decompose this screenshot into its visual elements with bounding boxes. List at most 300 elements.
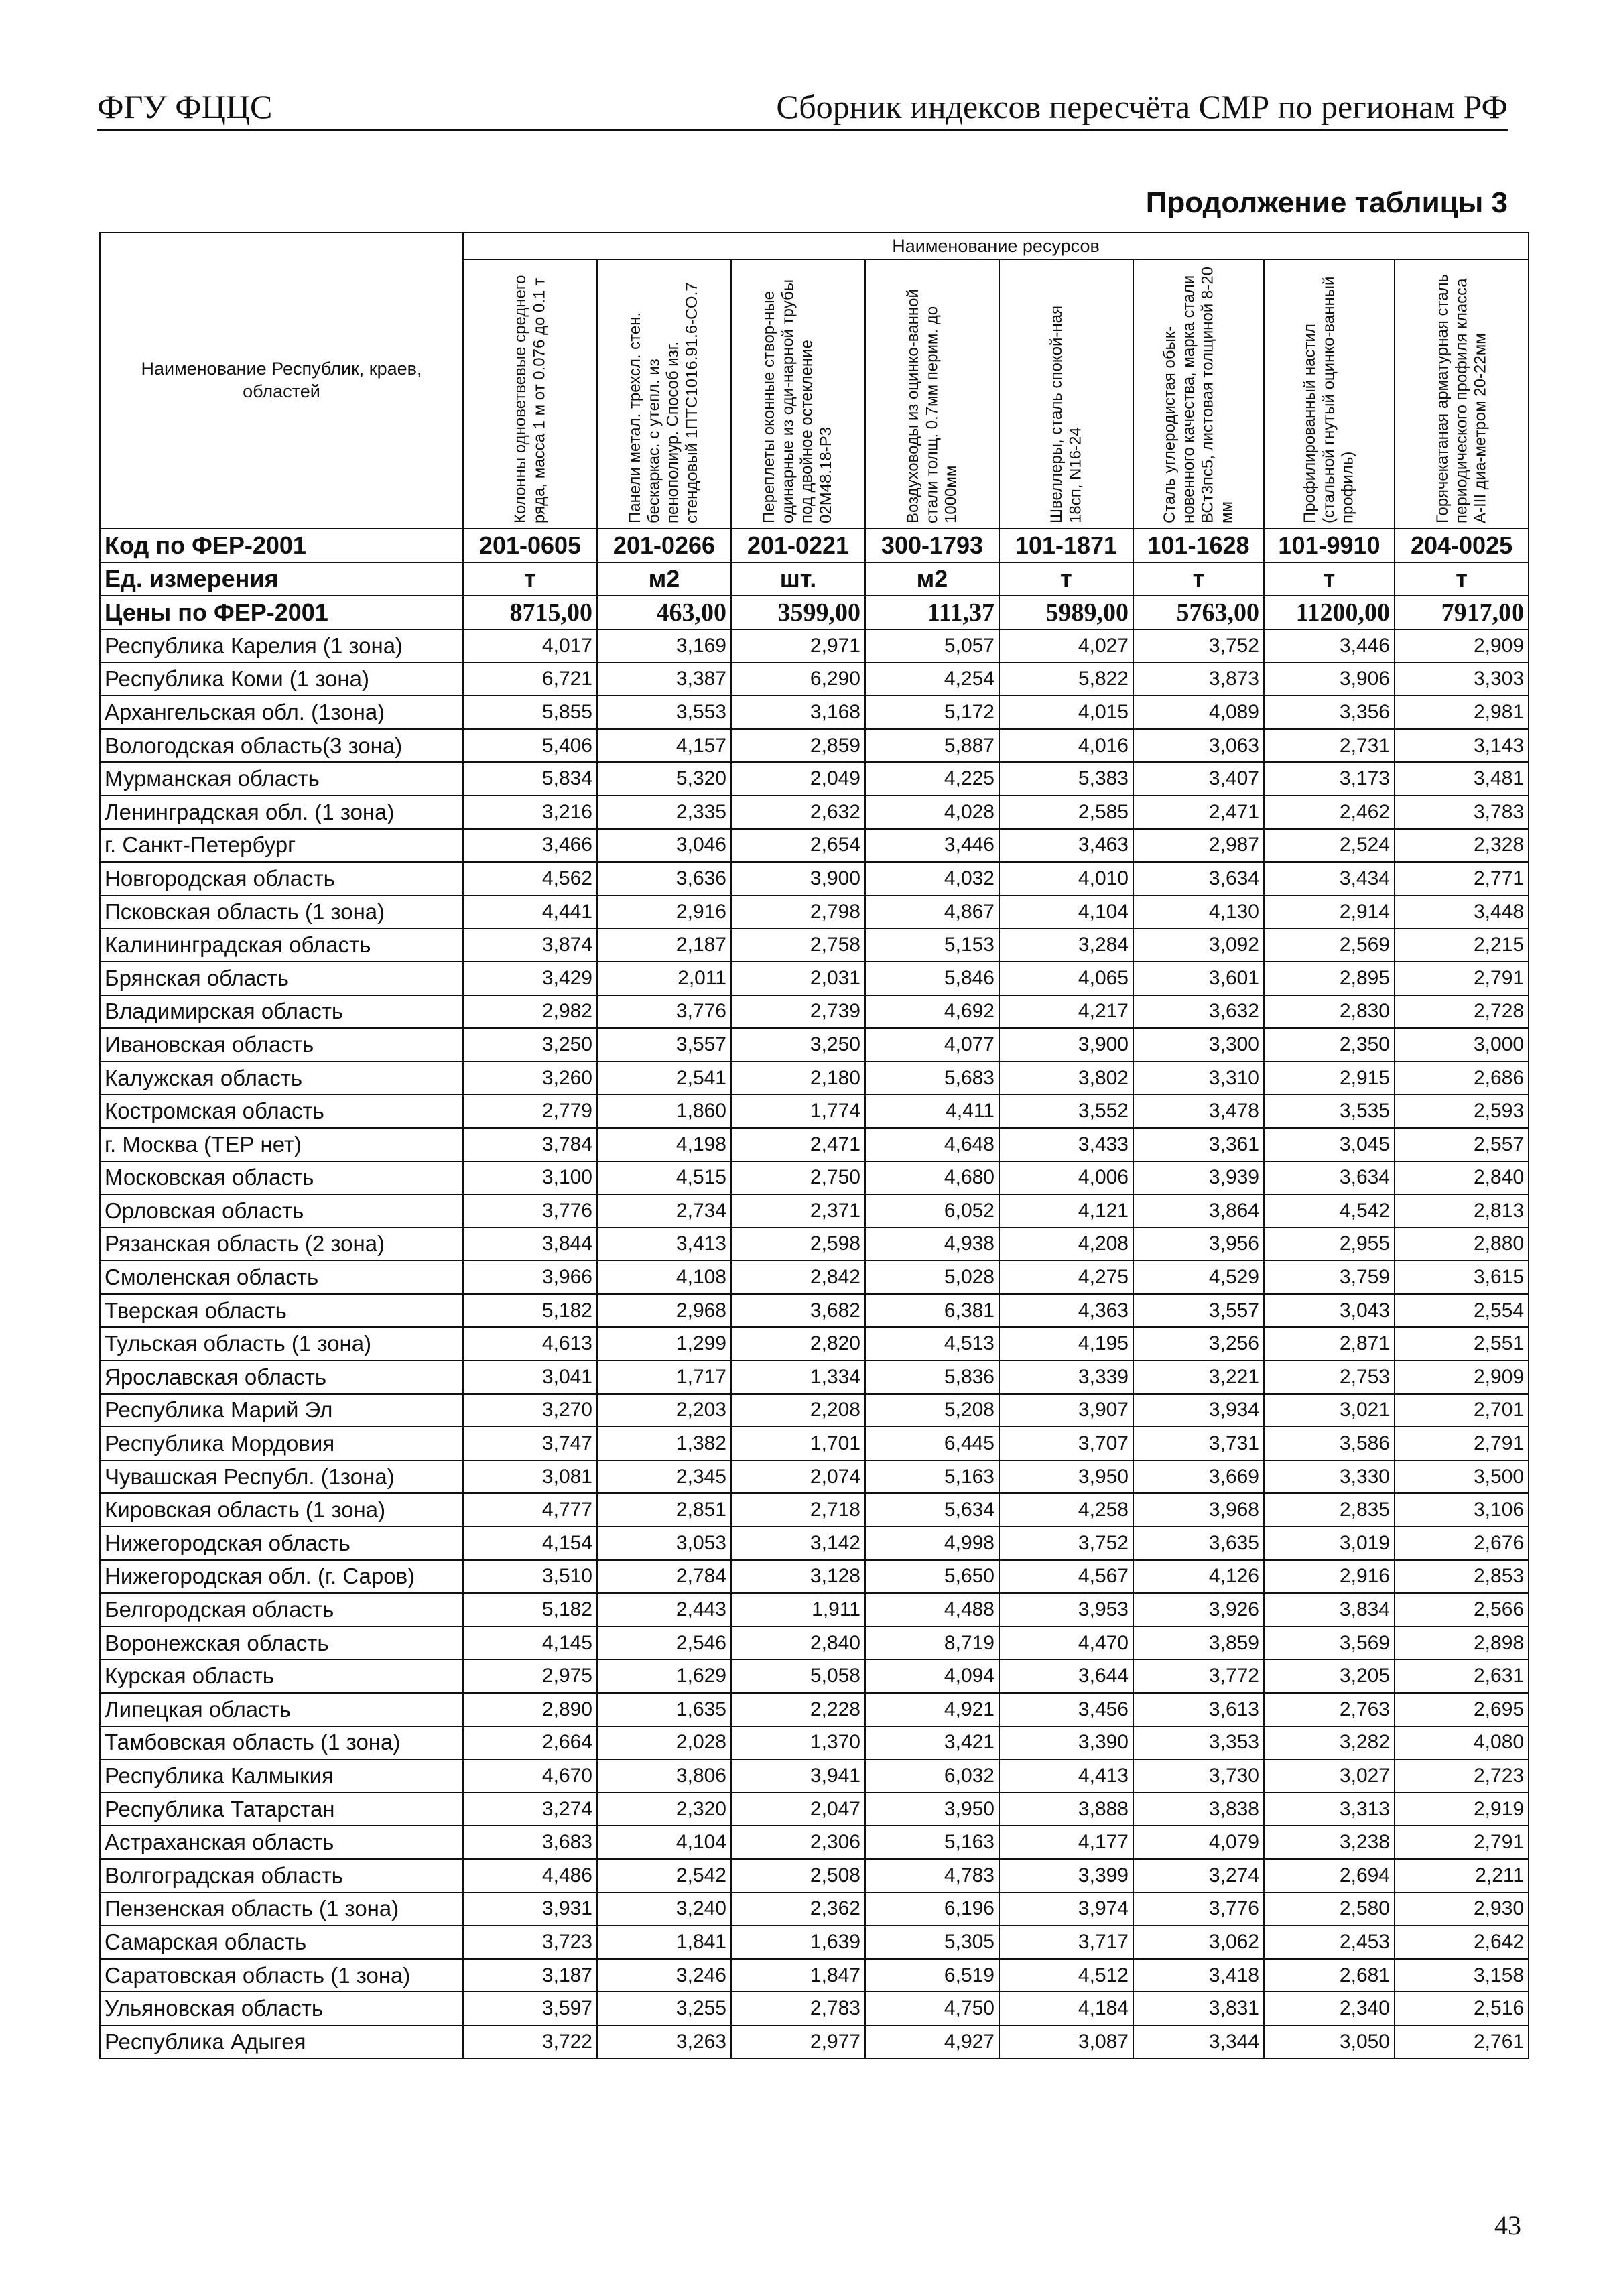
region-name-cell: Архангельская обл. (1зона) [100,696,463,729]
index-value-cell: 3,864 [1133,1194,1264,1228]
index-value-cell: 2,916 [597,895,731,929]
index-value-cell: 4,750 [865,1992,999,2025]
index-value-cell: 6,519 [865,1959,999,1992]
index-value-cell: 2,187 [597,928,731,962]
index-value-cell: 2,930 [1395,1893,1529,1926]
index-value-cell: 2,977 [731,2025,865,2059]
index-value-cell: 5,634 [865,1493,999,1527]
page-number: 43 [1494,2210,1521,2240]
index-value-cell: 2,723 [1395,1759,1529,1793]
index-value-cell: 2,791 [1395,1826,1529,1859]
table-row [100,1627,1529,1660]
index-value-cell: 5,163 [865,1826,999,1859]
index-value-cell: 4,217 [999,995,1133,1029]
table-row [100,1228,1529,1261]
index-value-cell: 3,021 [1264,1394,1395,1427]
index-value-cell: 3,634 [1264,1161,1395,1195]
index-value-cell: 2,453 [1264,1925,1395,1959]
code-row-label: Код по ФЕР-2001 [100,529,463,562]
index-value-cell: 3,448 [1395,895,1529,929]
index-value-cell: 2,681 [1264,1959,1395,1992]
region-name-cell: Калужская область [100,1062,463,1095]
index-value-cell: 4,542 [1264,1194,1395,1228]
index-value-cell: 5,406 [463,729,597,763]
index-value-cell: 2,642 [1395,1925,1529,1959]
index-value-cell: 3,926 [1133,1593,1264,1627]
index-value-cell: 3,900 [731,862,865,895]
region-name-cell: Новгородская область [100,862,463,895]
index-value-cell: 3,731 [1133,1427,1264,1460]
index-value-cell: 2,835 [1264,1493,1395,1527]
index-value-cell: 3,310 [1133,1062,1264,1095]
index-value-cell: 4,938 [865,1228,999,1261]
index-value-cell: 3,106 [1395,1493,1529,1527]
index-value-cell: 3,158 [1395,1959,1529,1992]
index-value-cell: 4,108 [597,1261,731,1294]
index-value-cell: 6,290 [731,663,865,696]
index-value-cell: 4,512 [999,1959,1133,1992]
index-value-cell: 2,968 [597,1294,731,1328]
index-value-cell: 3,092 [1133,928,1264,962]
index-value-cell: 4,488 [865,1593,999,1627]
index-value-cell: 3,050 [1264,2025,1395,2059]
index-value-cell: 2,916 [1264,1560,1395,1594]
index-value-cell: 3,300 [1133,1028,1264,1062]
index-value-cell: 2,524 [1264,829,1395,863]
index-value-cell: 2,753 [1264,1360,1395,1394]
code-cell: 101-9910 [1264,529,1395,562]
index-value-cell: 2,541 [597,1062,731,1095]
index-value-cell: 4,126 [1133,1560,1264,1594]
unit-cell: м2 [597,562,731,596]
price-cell: 3599,00 [731,596,865,629]
header-organization: ФГУ ФЦЦС [97,88,273,125]
index-value-cell: 2,728 [1395,995,1529,1029]
index-value-cell: 1,717 [597,1360,731,1394]
index-value-cell: 2,542 [597,1859,731,1893]
unit-row [100,562,1529,596]
index-value-cell: 3,535 [1264,1094,1395,1128]
index-value-cell: 3,553 [597,696,731,729]
index-value-cell: 2,208 [731,1394,865,1427]
table-row [100,1793,1529,1826]
index-value-cell: 2,328 [1395,829,1529,863]
index-value-cell: 3,752 [999,1527,1133,1560]
index-value-cell: 4,077 [865,1028,999,1062]
price-cell: 5763,00 [1133,596,1264,629]
table-row [100,762,1529,795]
index-value-cell: 3,802 [999,1062,1133,1095]
region-name-cell: Костромская область [100,1094,463,1128]
index-value-cell: 3,634 [1133,862,1264,895]
index-value-cell: 4,016 [999,729,1133,763]
index-value-cell: 3,772 [1133,1659,1264,1693]
index-value-cell: 3,953 [999,1593,1133,1627]
region-name-cell: Воронежская область [100,1627,463,1660]
table-row [100,1294,1529,1328]
index-value-cell: 2,851 [597,1493,731,1527]
index-value-cell: 1,847 [731,1959,865,1992]
index-value-cell: 3,873 [1133,663,1264,696]
index-value-cell: 3,221 [1133,1360,1264,1394]
index-value-cell: 5,163 [865,1460,999,1494]
index-value-cell: 3,433 [999,1128,1133,1161]
unit-cell: т [1133,562,1264,596]
table-row [100,696,1529,729]
region-name-cell: Республика Коми (1 зона) [100,663,463,696]
index-value-cell: 3,250 [731,1028,865,1062]
index-value-cell: 3,931 [463,1893,597,1926]
region-name-cell: Ярославская область [100,1360,463,1394]
index-value-cell: 3,256 [1133,1327,1264,1360]
region-name-cell: Белгородская область [100,1593,463,1627]
index-value-cell: 5,057 [865,629,999,663]
index-value-cell: 1,639 [731,1925,865,1959]
index-value-cell: 3,246 [597,1959,731,1992]
index-value-cell: 2,508 [731,1859,865,1893]
index-value-cell: 2,686 [1395,1062,1529,1095]
index-value-cell: 6,032 [865,1759,999,1793]
index-value-cell: 2,975 [463,1659,597,1693]
index-value-cell: 3,263 [597,2025,731,2059]
region-name-cell: Мурманская область [100,762,463,795]
index-value-cell: 2,718 [731,1493,865,1527]
index-value-cell: 3,187 [463,1959,597,1992]
index-value-cell: 4,411 [865,1094,999,1128]
index-value-cell: 5,182 [463,1294,597,1328]
region-name-cell: г. Москва (ТЕР нет) [100,1128,463,1161]
table-row [100,1062,1529,1095]
index-value-cell: 2,859 [731,729,865,763]
index-value-cell: 4,177 [999,1826,1133,1859]
index-value-cell: 2,049 [731,762,865,795]
index-value-cell: 3,046 [597,829,731,863]
index-value-cell: 3,045 [1264,1128,1395,1161]
index-value-cell: 4,094 [865,1659,999,1693]
index-value-cell: 3,128 [731,1560,865,1594]
index-value-cell: 2,798 [731,895,865,929]
index-value-cell: 4,413 [999,1759,1133,1793]
index-value-cell: 1,701 [731,1427,865,1460]
index-value-cell: 3,255 [597,1992,731,2025]
index-value-cell: 6,196 [865,1893,999,1926]
index-value-cell: 2,761 [1395,2025,1529,2059]
index-value-cell: 2,350 [1264,1028,1395,1062]
index-value-cell: 3,601 [1133,962,1264,995]
index-value-cell: 2,569 [1264,928,1395,962]
index-value-cell: 2,890 [463,1693,597,1726]
table-row [100,729,1529,763]
resource-header: Швеллеры, сталь спокой-ная 18сп, N16-24 [999,259,1133,529]
region-name-cell: Смоленская область [100,1261,463,1294]
table-row [100,1659,1529,1693]
table-row [100,1593,1529,1627]
region-name-cell: Владимирская область [100,995,463,1029]
index-value-cell: 2,654 [731,829,865,863]
index-value-cell: 2,784 [597,1560,731,1594]
index-value-cell: 3,635 [1133,1527,1264,1560]
code-row [100,529,1529,562]
index-value-cell: 3,041 [463,1360,597,1394]
index-value-cell: 1,370 [731,1726,865,1760]
resources-group-header: Наименование ресурсов [463,233,1529,259]
region-name-cell: Республика Татарстан [100,1793,463,1826]
index-value-cell: 3,956 [1133,1228,1264,1261]
region-name-cell: Республика Адыгея [100,2025,463,2059]
table-row [100,1427,1529,1460]
index-value-cell: 4,441 [463,895,597,929]
index-value-cell: 4,670 [463,1759,597,1793]
index-value-cell: 4,921 [865,1693,999,1726]
price-index-table [99,232,1528,2059]
index-value-cell: 4,015 [999,696,1133,729]
region-name-cell: Ульяновская область [100,1992,463,2025]
index-value-cell: 5,822 [999,663,1133,696]
index-value-cell: 2,734 [597,1194,731,1228]
index-value-cell: 3,062 [1133,1925,1264,1959]
region-name-cell: Чувашская Республ. (1зона) [100,1460,463,1494]
index-value-cell: 5,208 [865,1394,999,1427]
index-value-cell: 3,707 [999,1427,1133,1460]
index-value-cell: 2,203 [597,1394,731,1427]
index-value-cell: 4,254 [865,663,999,696]
index-value-cell: 3,434 [1264,862,1395,895]
index-value-cell: 4,613 [463,1327,597,1360]
code-cell: 201-0221 [731,529,865,562]
index-value-cell: 3,934 [1133,1394,1264,1427]
index-value-cell: 5,172 [865,696,999,729]
index-value-cell: 3,615 [1395,1261,1529,1294]
table-row [100,1493,1529,1527]
index-value-cell: 2,701 [1395,1394,1529,1427]
resource-header: Профилированный настил (стальной гнутый оцинко-ванный профиль) [1264,259,1395,529]
index-value-cell: 3,717 [999,1925,1133,1959]
index-value-cell: 2,031 [731,962,865,995]
index-value-cell: 2,028 [597,1726,731,1760]
index-value-cell: 3,027 [1264,1759,1395,1793]
table-row [100,928,1529,962]
index-value-cell: 2,340 [1264,1992,1395,2025]
index-value-cell: 3,361 [1133,1128,1264,1161]
index-value-cell: 3,776 [1133,1893,1264,1926]
index-value-cell: 1,635 [597,1693,731,1726]
index-value-cell: 2,180 [731,1062,865,1095]
index-value-cell: 2,763 [1264,1693,1395,1726]
table-row [100,962,1529,995]
unit-cell: м2 [865,562,999,596]
table-row [100,1826,1529,1859]
index-value-cell: 2,909 [1395,1360,1529,1394]
index-value-cell: 3,081 [463,1460,597,1494]
index-value-cell: 3,752 [1133,629,1264,663]
index-value-cell: 2,695 [1395,1693,1529,1726]
index-value-cell: 4,515 [597,1161,731,1195]
index-value-cell: 2,664 [463,1726,597,1760]
region-name-cell: Республика Калмыкия [100,1759,463,1793]
price-cell: 7917,00 [1395,596,1529,629]
index-value-cell: 2,758 [731,928,865,962]
index-value-cell: 3,330 [1264,1460,1395,1494]
region-name-cell: Рязанская область (2 зона) [100,1228,463,1261]
region-name-cell: Вологодская область(3 зона) [100,729,463,763]
index-value-cell: 3,356 [1264,696,1395,729]
index-value-cell: 5,855 [463,696,597,729]
table-row [100,1094,1529,1128]
index-value-cell: 4,079 [1133,1826,1264,1859]
index-value-cell: 3,682 [731,1294,865,1328]
index-value-cell: 2,585 [999,795,1133,829]
index-value-cell: 2,554 [1395,1294,1529,1328]
index-value-cell: 3,399 [999,1859,1133,1893]
resource-header: Воздуховоды из оцинко-ванной стали толщ. 0.7мм перим. до 1000мм [865,259,999,529]
index-value-cell: 2,320 [597,1793,731,1826]
region-name-cell: Саратовская область (1 зона) [100,1959,463,1992]
index-value-cell: 3,344 [1133,2025,1264,2059]
table-row [100,1261,1529,1294]
region-name-cell: Курская область [100,1659,463,1693]
index-value-cell: 2,791 [1395,962,1529,995]
index-value-cell: 2,898 [1395,1627,1529,1660]
index-value-cell: 4,080 [1395,1726,1529,1760]
index-value-cell: 3,806 [597,1759,731,1793]
index-value-cell: 3,632 [1133,995,1264,1029]
index-value-cell: 2,471 [731,1128,865,1161]
header-rule [97,129,1508,131]
index-value-cell: 3,250 [463,1028,597,1062]
index-value-cell: 3,613 [1133,1693,1264,1726]
index-value-cell: 4,867 [865,895,999,929]
table-row [100,862,1529,895]
index-value-cell: 3,776 [597,995,731,1029]
index-value-cell: 5,683 [865,1062,999,1095]
index-value-cell: 2,750 [731,1161,865,1195]
index-value-cell: 2,791 [1395,1427,1529,1460]
index-value-cell: 3,966 [463,1261,597,1294]
resource-header: Сталь углеродистая обык-новенного качества, марка стали ВСт3пс5, листовая толщиной 8-20 мм [1133,259,1264,529]
index-value-cell: 3,900 [999,1028,1133,1062]
region-name-cell: Пензенская область (1 зона) [100,1893,463,1926]
index-value-cell: 2,783 [731,1992,865,2025]
table-row [100,663,1529,696]
index-value-cell: 3,413 [597,1228,731,1261]
index-value-cell: 2,771 [1395,862,1529,895]
index-value-cell: 3,387 [597,663,731,696]
index-value-cell: 4,121 [999,1194,1133,1228]
index-value-cell: 1,774 [731,1094,865,1128]
table-row [100,1360,1529,1394]
index-value-cell: 3,907 [999,1394,1133,1427]
index-value-cell: 3,053 [597,1527,731,1560]
index-value-cell: 1,629 [597,1659,731,1693]
index-value-cell: 2,955 [1264,1228,1395,1261]
index-value-cell: 4,027 [999,629,1133,663]
index-value-cell: 2,813 [1395,1194,1529,1228]
index-value-cell: 3,644 [999,1659,1133,1693]
index-value-cell: 3,429 [463,962,597,995]
index-value-cell: 2,871 [1264,1327,1395,1360]
index-value-cell: 5,887 [865,729,999,763]
index-value-cell: 5,153 [865,928,999,962]
index-value-cell: 2,914 [1264,895,1395,929]
price-cell: 8715,00 [463,596,597,629]
index-value-cell: 2,981 [1395,696,1529,729]
index-value-cell: 2,971 [731,629,865,663]
index-value-cell: 3,274 [1133,1859,1264,1893]
index-value-cell: 2,694 [1264,1859,1395,1893]
index-value-cell: 6,445 [865,1427,999,1460]
resource-header: Колонны одноветвевые среднего ряда, масса 1 м от 0.076 до 0.1 т [463,259,597,529]
price-cell: 11200,00 [1264,596,1395,629]
index-value-cell: 4,032 [865,862,999,895]
index-value-cell: 2,731 [1264,729,1395,763]
index-value-cell: 3,260 [463,1062,597,1095]
index-value-cell: 4,104 [999,895,1133,929]
index-value-cell: 3,000 [1395,1028,1529,1062]
index-value-cell: 4,783 [865,1859,999,1893]
index-value-cell: 2,840 [1395,1161,1529,1195]
index-value-cell: 3,968 [1133,1493,1264,1527]
index-value-cell: 3,874 [463,928,597,962]
index-value-cell: 4,680 [865,1161,999,1195]
index-value-cell: 2,880 [1395,1228,1529,1261]
index-value-cell: 3,339 [999,1360,1133,1394]
region-name-cell: Московская область [100,1161,463,1195]
index-value-cell: 2,211 [1395,1859,1529,1893]
unit-cell: шт. [731,562,865,596]
unit-row-label: Ед. измерения [100,562,463,596]
index-value-cell: 2,909 [1395,629,1529,663]
index-value-cell: 5,846 [865,962,999,995]
index-value-cell: 4,157 [597,729,731,763]
region-name-cell: Ивановская область [100,1028,463,1062]
index-value-cell: 1,860 [597,1094,731,1128]
region-name-cell: Калининградская область [100,928,463,962]
index-value-cell: 3,906 [1264,663,1395,696]
index-value-cell: 3,784 [463,1128,597,1161]
index-value-cell: 3,783 [1395,795,1529,829]
index-value-cell: 5,028 [865,1261,999,1294]
index-value-cell: 4,208 [999,1228,1133,1261]
index-value-cell: 5,834 [463,762,597,795]
index-value-cell: 1,841 [597,1925,731,1959]
resource-header: Переплеты оконные створ-ные одинарные из оди-нарной трубы под двойное остекление 02М48.18-Р3 [731,259,865,529]
index-value-cell: 3,043 [1264,1294,1395,1328]
region-name-cell: г. Санкт-Петербург [100,829,463,863]
header-collection-title: Сборник индексов пересчёта СМР по регионам РФ [776,88,1508,125]
region-name-cell: Тульская область (1 зона) [100,1327,463,1360]
index-value-cell: 2,842 [731,1261,865,1294]
table-continuation-caption: Продолжение таблицы 3 [1145,186,1508,219]
table-row [100,1128,1529,1161]
index-value-cell: 4,777 [463,1493,597,1527]
index-value-cell: 1,911 [731,1593,865,1627]
index-value-cell: 4,184 [999,1992,1133,2025]
index-value-cell: 4,927 [865,2025,999,2059]
table-row [100,1394,1529,1427]
region-name-cell: Астраханская область [100,1826,463,1859]
index-value-cell: 3,087 [999,2025,1133,2059]
index-value-cell: 4,363 [999,1294,1133,1328]
index-value-cell: 4,470 [999,1627,1133,1660]
index-value-cell: 3,510 [463,1560,597,1594]
region-name-cell: Ленинградская обл. (1 зона) [100,795,463,829]
index-value-cell: 3,303 [1395,663,1529,696]
index-value-cell: 2,830 [1264,995,1395,1029]
index-value-cell: 3,168 [731,696,865,729]
unit-cell: т [1264,562,1395,596]
index-value-cell: 3,569 [1264,1627,1395,1660]
region-name-cell: Волгоградская область [100,1859,463,1893]
